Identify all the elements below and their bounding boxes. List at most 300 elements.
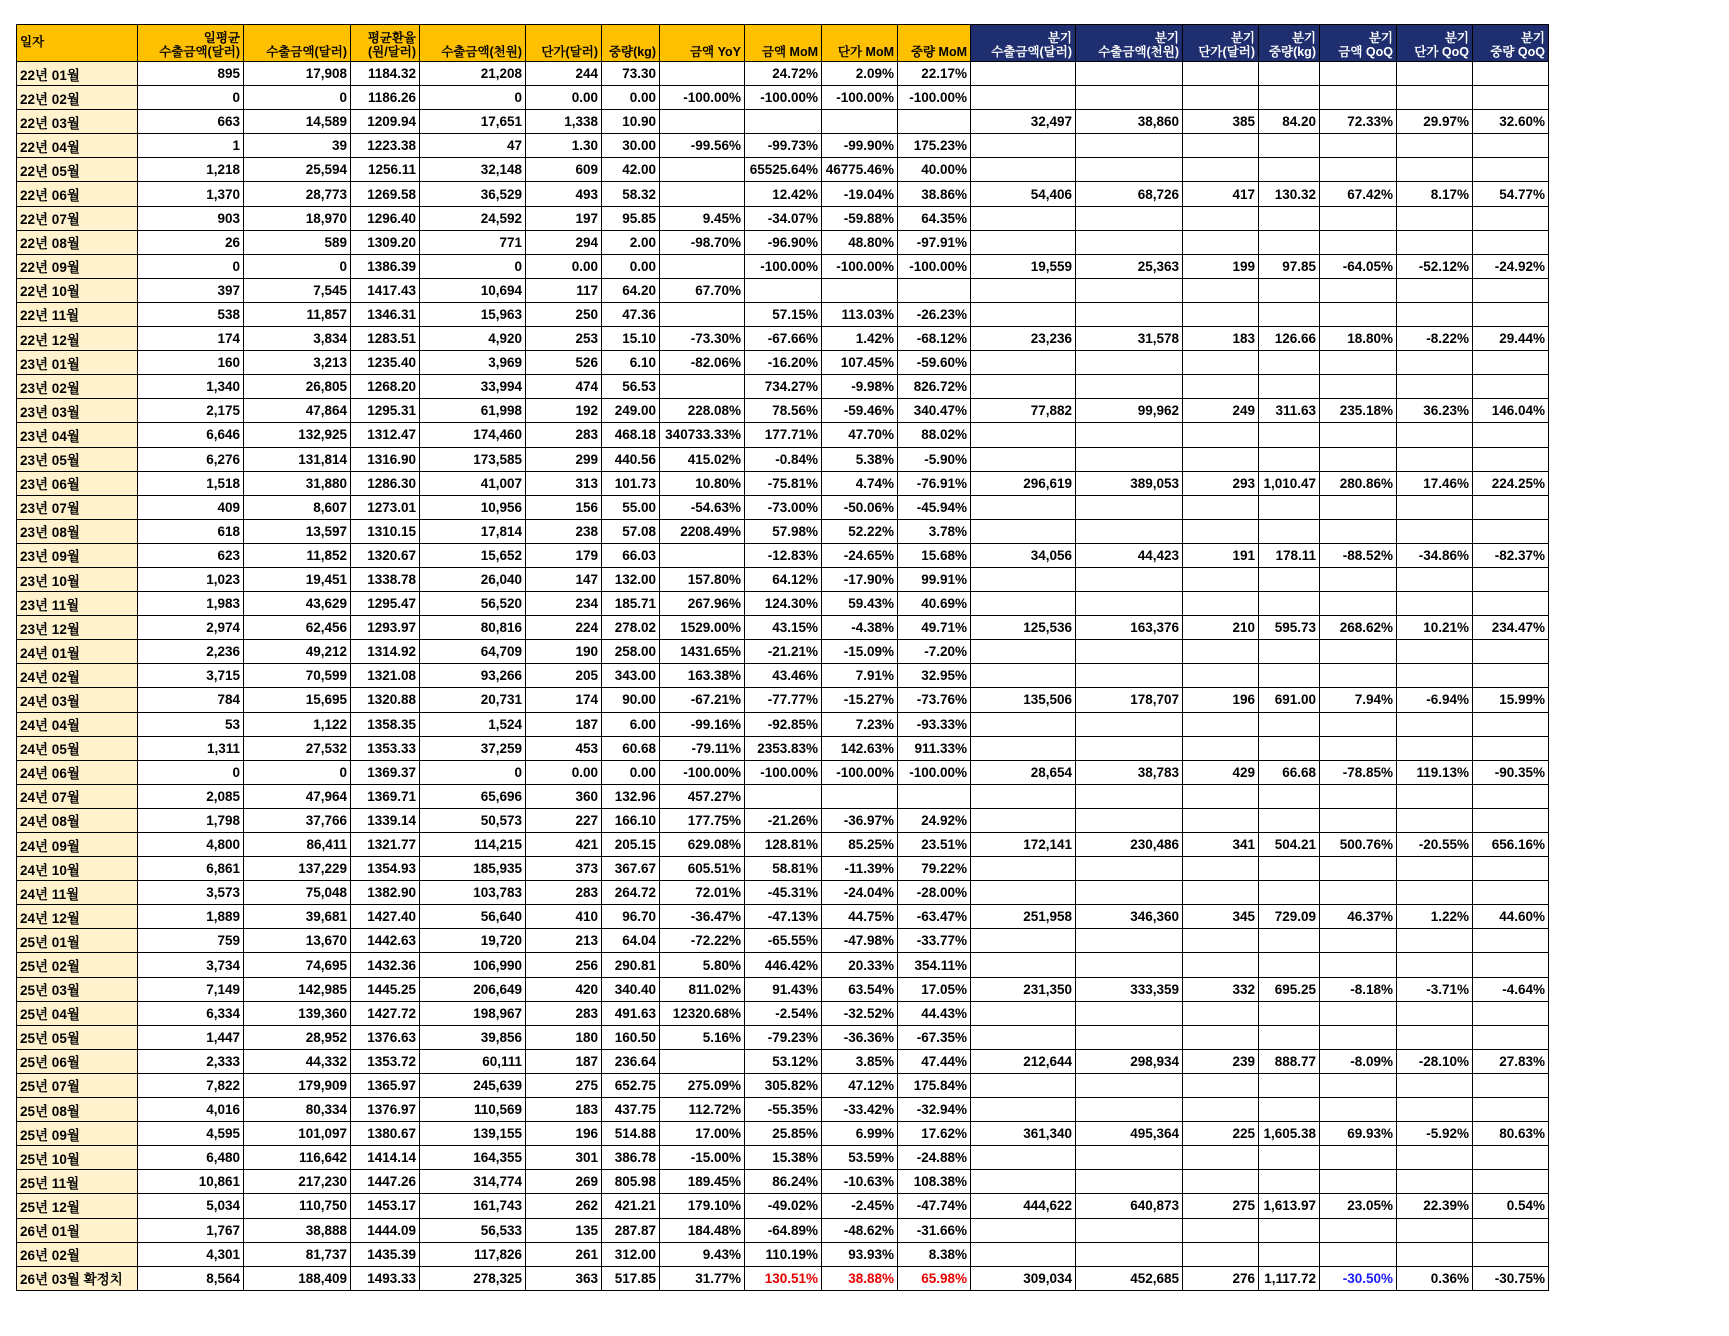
cell-q-price[interactable] bbox=[1183, 1025, 1259, 1049]
cell-q-amt-usd[interactable] bbox=[971, 423, 1076, 447]
cell-unit-price[interactable]: 269 bbox=[526, 1170, 602, 1194]
cell-daily-avg[interactable]: 4,301 bbox=[138, 1242, 244, 1266]
cell-q-price-qoq[interactable] bbox=[1397, 784, 1473, 808]
cell-price-mom[interactable]: 93.93% bbox=[822, 1242, 898, 1266]
cell-amt-usd[interactable]: 11,852 bbox=[244, 543, 351, 567]
cell-q-weight-qoq[interactable] bbox=[1473, 640, 1549, 664]
cell-amt-usd[interactable]: 25,594 bbox=[244, 158, 351, 182]
cell-q-weight[interactable]: 504.21 bbox=[1259, 833, 1320, 857]
cell-amt-usd[interactable]: 62,456 bbox=[244, 616, 351, 640]
cell-price-mom[interactable]: 2.09% bbox=[822, 62, 898, 86]
cell-daily-avg[interactable]: 623 bbox=[138, 543, 244, 567]
cell-amt-yoy[interactable]: -98.70% bbox=[660, 230, 745, 254]
cell-amt-krw[interactable]: 33,994 bbox=[420, 375, 526, 399]
cell-weight-mom[interactable]: -93.33% bbox=[898, 712, 971, 736]
cell-q-weight-qoq[interactable] bbox=[1473, 1001, 1549, 1025]
cell-amt-usd[interactable]: 1,122 bbox=[244, 712, 351, 736]
cell-price-mom[interactable]: -15.27% bbox=[822, 688, 898, 712]
row-date[interactable]: 24년 03월 bbox=[17, 688, 138, 712]
cell-q-weight[interactable] bbox=[1259, 1001, 1320, 1025]
cell-amt-krw[interactable]: 37,259 bbox=[420, 736, 526, 760]
cell-q-weight[interactable] bbox=[1259, 784, 1320, 808]
cell-amt-mom[interactable]: -2.54% bbox=[745, 1001, 822, 1025]
cell-q-amt-qoq[interactable]: -8.18% bbox=[1320, 977, 1397, 1001]
cell-q-amt-krw[interactable]: 495,364 bbox=[1076, 1122, 1183, 1146]
row-date[interactable]: 22년 02월 bbox=[17, 86, 138, 110]
cell-amt-krw[interactable]: 1,524 bbox=[420, 712, 526, 736]
cell-q-price-qoq[interactable]: -20.55% bbox=[1397, 833, 1473, 857]
cell-daily-avg[interactable]: 1,518 bbox=[138, 471, 244, 495]
cell-fx[interactable]: 1309.20 bbox=[351, 230, 420, 254]
cell-q-price-qoq[interactable] bbox=[1397, 1170, 1473, 1194]
cell-q-price-qoq[interactable] bbox=[1397, 423, 1473, 447]
row-date[interactable]: 25년 10월 bbox=[17, 1146, 138, 1170]
cell-amt-usd[interactable]: 3,213 bbox=[244, 351, 351, 375]
cell-q-amt-qoq[interactable]: -30.50% bbox=[1320, 1266, 1397, 1290]
cell-weight-mom[interactable]: 88.02% bbox=[898, 423, 971, 447]
cell-amt-krw[interactable]: 24,592 bbox=[420, 206, 526, 230]
cell-q-price-qoq[interactable]: 29.97% bbox=[1397, 110, 1473, 134]
cell-q-price[interactable] bbox=[1183, 1218, 1259, 1242]
cell-q-amt-usd[interactable] bbox=[971, 278, 1076, 302]
cell-q-weight-qoq[interactable]: 80.63% bbox=[1473, 1122, 1549, 1146]
cell-fx[interactable]: 1312.47 bbox=[351, 423, 420, 447]
cell-q-weight[interactable] bbox=[1259, 86, 1320, 110]
cell-fx[interactable]: 1339.14 bbox=[351, 808, 420, 832]
cell-amt-yoy[interactable]: 189.45% bbox=[660, 1170, 745, 1194]
cell-price-mom[interactable]: -48.62% bbox=[822, 1218, 898, 1242]
cell-amt-mom[interactable]: 15.38% bbox=[745, 1146, 822, 1170]
cell-weight[interactable]: 287.87 bbox=[602, 1218, 660, 1242]
cell-price-mom[interactable]: 44.75% bbox=[822, 905, 898, 929]
cell-amt-mom[interactable]: -75.81% bbox=[745, 471, 822, 495]
cell-amt-krw[interactable]: 50,573 bbox=[420, 808, 526, 832]
cell-q-price-qoq[interactable]: 10.21% bbox=[1397, 616, 1473, 640]
cell-q-amt-usd[interactable] bbox=[971, 302, 1076, 326]
cell-weight-mom[interactable]: 99.91% bbox=[898, 567, 971, 591]
cell-q-amt-usd[interactable]: 309,034 bbox=[971, 1266, 1076, 1290]
cell-weight-mom[interactable]: 911.33% bbox=[898, 736, 971, 760]
cell-q-price-qoq[interactable] bbox=[1397, 495, 1473, 519]
cell-price-mom[interactable]: 53.59% bbox=[822, 1146, 898, 1170]
cell-q-amt-krw[interactable]: 640,873 bbox=[1076, 1194, 1183, 1218]
cell-weight-mom[interactable]: 47.44% bbox=[898, 1049, 971, 1073]
cell-daily-avg[interactable]: 2,236 bbox=[138, 640, 244, 664]
cell-q-weight[interactable]: 695.25 bbox=[1259, 977, 1320, 1001]
cell-q-amt-usd[interactable] bbox=[971, 881, 1076, 905]
cell-price-mom[interactable]: -17.90% bbox=[822, 567, 898, 591]
cell-q-price-qoq[interactable] bbox=[1397, 1001, 1473, 1025]
cell-weight-mom[interactable]: -26.23% bbox=[898, 302, 971, 326]
cell-q-weight-qoq[interactable]: 224.25% bbox=[1473, 471, 1549, 495]
cell-weight-mom[interactable] bbox=[898, 278, 971, 302]
cell-q-price[interactable] bbox=[1183, 1073, 1259, 1097]
cell-q-price[interactable] bbox=[1183, 736, 1259, 760]
cell-price-mom[interactable]: 7.91% bbox=[822, 664, 898, 688]
row-date[interactable]: 22년 04월 bbox=[17, 134, 138, 158]
cell-q-weight-qoq[interactable] bbox=[1473, 736, 1549, 760]
cell-q-amt-usd[interactable] bbox=[971, 62, 1076, 86]
cell-q-amt-krw[interactable] bbox=[1076, 495, 1183, 519]
cell-weight[interactable]: 185.71 bbox=[602, 592, 660, 616]
cell-amt-usd[interactable]: 47,964 bbox=[244, 784, 351, 808]
cell-daily-avg[interactable]: 7,822 bbox=[138, 1073, 244, 1097]
cell-amt-yoy[interactable]: 72.01% bbox=[660, 881, 745, 905]
cell-unit-price[interactable]: 147 bbox=[526, 567, 602, 591]
cell-q-price[interactable] bbox=[1183, 592, 1259, 616]
cell-q-price[interactable] bbox=[1183, 953, 1259, 977]
cell-q-amt-krw[interactable] bbox=[1076, 1025, 1183, 1049]
cell-unit-price[interactable]: 262 bbox=[526, 1194, 602, 1218]
cell-q-price-qoq[interactable] bbox=[1397, 712, 1473, 736]
cell-amt-krw[interactable]: 0 bbox=[420, 254, 526, 278]
cell-amt-mom[interactable]: -64.89% bbox=[745, 1218, 822, 1242]
cell-q-amt-krw[interactable]: 38,860 bbox=[1076, 110, 1183, 134]
cell-q-weight[interactable] bbox=[1259, 1146, 1320, 1170]
cell-price-mom[interactable]: 38.88% bbox=[822, 1266, 898, 1290]
cell-daily-avg[interactable]: 784 bbox=[138, 688, 244, 712]
cell-q-price-qoq[interactable] bbox=[1397, 881, 1473, 905]
cell-unit-price[interactable]: 205 bbox=[526, 664, 602, 688]
cell-q-price[interactable]: 210 bbox=[1183, 616, 1259, 640]
cell-amt-mom[interactable]: -47.13% bbox=[745, 905, 822, 929]
row-date[interactable]: 24년 11월 bbox=[17, 881, 138, 905]
cell-weight[interactable]: 6.10 bbox=[602, 351, 660, 375]
cell-amt-mom[interactable]: -99.73% bbox=[745, 134, 822, 158]
cell-q-price[interactable] bbox=[1183, 62, 1259, 86]
cell-q-amt-qoq[interactable] bbox=[1320, 158, 1397, 182]
cell-unit-price[interactable]: 187 bbox=[526, 712, 602, 736]
cell-weight[interactable]: 805.98 bbox=[602, 1170, 660, 1194]
cell-q-amt-krw[interactable]: 333,359 bbox=[1076, 977, 1183, 1001]
cell-amt-yoy[interactable]: 5.16% bbox=[660, 1025, 745, 1049]
cell-amt-krw[interactable]: 245,639 bbox=[420, 1073, 526, 1097]
cell-amt-mom[interactable]: -92.85% bbox=[745, 712, 822, 736]
cell-weight-mom[interactable]: 40.69% bbox=[898, 592, 971, 616]
cell-weight[interactable]: 160.50 bbox=[602, 1025, 660, 1049]
cell-q-amt-usd[interactable]: 444,622 bbox=[971, 1194, 1076, 1218]
cell-fx[interactable]: 1444.09 bbox=[351, 1218, 420, 1242]
cell-q-amt-usd[interactable]: 34,056 bbox=[971, 543, 1076, 567]
cell-q-amt-qoq[interactable] bbox=[1320, 134, 1397, 158]
cell-fx[interactable]: 1382.90 bbox=[351, 881, 420, 905]
cell-unit-price[interactable]: 179 bbox=[526, 543, 602, 567]
cell-q-amt-qoq[interactable] bbox=[1320, 86, 1397, 110]
cell-amt-usd[interactable]: 81,737 bbox=[244, 1242, 351, 1266]
cell-q-price-qoq[interactable] bbox=[1397, 664, 1473, 688]
cell-q-amt-usd[interactable]: 361,340 bbox=[971, 1122, 1076, 1146]
row-date[interactable]: 26년 03월 확정치 bbox=[17, 1266, 138, 1290]
cell-q-price-qoq[interactable] bbox=[1397, 1073, 1473, 1097]
cell-q-weight-qoq[interactable]: -4.64% bbox=[1473, 977, 1549, 1001]
cell-amt-krw[interactable]: 106,990 bbox=[420, 953, 526, 977]
cell-amt-yoy[interactable] bbox=[660, 1049, 745, 1073]
cell-fx[interactable]: 1320.88 bbox=[351, 688, 420, 712]
cell-amt-mom[interactable]: -100.00% bbox=[745, 254, 822, 278]
cell-q-amt-krw[interactable] bbox=[1076, 736, 1183, 760]
cell-amt-yoy[interactable]: 17.00% bbox=[660, 1122, 745, 1146]
cell-price-mom[interactable]: 7.23% bbox=[822, 712, 898, 736]
cell-fx[interactable]: 1268.20 bbox=[351, 375, 420, 399]
cell-daily-avg[interactable]: 1 bbox=[138, 134, 244, 158]
cell-amt-krw[interactable]: 32,148 bbox=[420, 158, 526, 182]
cell-q-weight[interactable] bbox=[1259, 1218, 1320, 1242]
cell-q-amt-krw[interactable] bbox=[1076, 206, 1183, 230]
cell-q-weight[interactable] bbox=[1259, 495, 1320, 519]
cell-fx[interactable]: 1256.11 bbox=[351, 158, 420, 182]
cell-amt-yoy[interactable]: -100.00% bbox=[660, 760, 745, 784]
cell-q-amt-krw[interactable] bbox=[1076, 1073, 1183, 1097]
cell-q-amt-krw[interactable] bbox=[1076, 567, 1183, 591]
cell-weight[interactable]: 236.64 bbox=[602, 1049, 660, 1073]
cell-fx[interactable]: 1209.94 bbox=[351, 110, 420, 134]
cell-fx[interactable]: 1369.71 bbox=[351, 784, 420, 808]
cell-price-mom[interactable]: 63.54% bbox=[822, 977, 898, 1001]
row-date[interactable]: 22년 08월 bbox=[17, 230, 138, 254]
cell-q-amt-krw[interactable] bbox=[1076, 1146, 1183, 1170]
cell-weight-mom[interactable]: 49.71% bbox=[898, 616, 971, 640]
cell-q-price-qoq[interactable] bbox=[1397, 519, 1473, 543]
row-date[interactable]: 25년 01월 bbox=[17, 929, 138, 953]
cell-q-weight[interactable] bbox=[1259, 1025, 1320, 1049]
cell-weight[interactable]: 468.18 bbox=[602, 423, 660, 447]
cell-unit-price[interactable]: 294 bbox=[526, 230, 602, 254]
cell-q-weight[interactable]: 84.20 bbox=[1259, 110, 1320, 134]
cell-q-price-qoq[interactable]: 22.39% bbox=[1397, 1194, 1473, 1218]
row-date[interactable]: 24년 05월 bbox=[17, 736, 138, 760]
cell-daily-avg[interactable]: 3,715 bbox=[138, 664, 244, 688]
cell-q-amt-qoq[interactable]: 268.62% bbox=[1320, 616, 1397, 640]
cell-q-price-qoq[interactable] bbox=[1397, 857, 1473, 881]
cell-unit-price[interactable]: 192 bbox=[526, 399, 602, 423]
cell-weight-mom[interactable]: -76.91% bbox=[898, 471, 971, 495]
cell-q-weight[interactable] bbox=[1259, 1073, 1320, 1097]
cell-q-weight-qoq[interactable] bbox=[1473, 567, 1549, 591]
cell-amt-usd[interactable]: 47,864 bbox=[244, 399, 351, 423]
cell-q-price[interactable] bbox=[1183, 712, 1259, 736]
cell-q-weight[interactable]: 1,010.47 bbox=[1259, 471, 1320, 495]
cell-q-weight[interactable] bbox=[1259, 206, 1320, 230]
cell-q-price-qoq[interactable]: 1.22% bbox=[1397, 905, 1473, 929]
row-date[interactable]: 23년 05월 bbox=[17, 447, 138, 471]
cell-q-price[interactable] bbox=[1183, 1170, 1259, 1194]
cell-q-price[interactable] bbox=[1183, 519, 1259, 543]
cell-amt-yoy[interactable]: 275.09% bbox=[660, 1073, 745, 1097]
cell-weight-mom[interactable]: 8.38% bbox=[898, 1242, 971, 1266]
cell-unit-price[interactable]: 213 bbox=[526, 929, 602, 953]
cell-daily-avg[interactable]: 6,480 bbox=[138, 1146, 244, 1170]
cell-q-amt-qoq[interactable] bbox=[1320, 929, 1397, 953]
cell-weight-mom[interactable]: -7.20% bbox=[898, 640, 971, 664]
cell-daily-avg[interactable]: 2,974 bbox=[138, 616, 244, 640]
cell-amt-usd[interactable]: 131,814 bbox=[244, 447, 351, 471]
cell-weight-mom[interactable]: -31.66% bbox=[898, 1218, 971, 1242]
cell-unit-price[interactable]: 301 bbox=[526, 1146, 602, 1170]
cell-amt-mom[interactable]: -65.55% bbox=[745, 929, 822, 953]
cell-weight-mom[interactable]: 340.47% bbox=[898, 399, 971, 423]
cell-amt-krw[interactable]: 771 bbox=[420, 230, 526, 254]
cell-amt-mom[interactable]: -79.23% bbox=[745, 1025, 822, 1049]
cell-amt-yoy[interactable]: 31.77% bbox=[660, 1266, 745, 1290]
cell-amt-mom[interactable]: -67.66% bbox=[745, 327, 822, 351]
cell-daily-avg[interactable]: 6,646 bbox=[138, 423, 244, 447]
row-date[interactable]: 23년 02월 bbox=[17, 375, 138, 399]
cell-amt-mom[interactable]: 57.15% bbox=[745, 302, 822, 326]
cell-q-amt-krw[interactable] bbox=[1076, 1242, 1183, 1266]
cell-q-weight-qoq[interactable] bbox=[1473, 1146, 1549, 1170]
cell-amt-usd[interactable]: 86,411 bbox=[244, 833, 351, 857]
cell-q-price-qoq[interactable]: -28.10% bbox=[1397, 1049, 1473, 1073]
cell-q-weight[interactable] bbox=[1259, 423, 1320, 447]
cell-q-amt-usd[interactable]: 32,497 bbox=[971, 110, 1076, 134]
cell-amt-usd[interactable]: 11,857 bbox=[244, 302, 351, 326]
cell-q-weight[interactable] bbox=[1259, 62, 1320, 86]
cell-fx[interactable]: 1445.25 bbox=[351, 977, 420, 1001]
cell-q-amt-usd[interactable] bbox=[971, 736, 1076, 760]
cell-weight[interactable]: 47.36 bbox=[602, 302, 660, 326]
cell-amt-krw[interactable]: 161,743 bbox=[420, 1194, 526, 1218]
cell-price-mom[interactable]: 5.38% bbox=[822, 447, 898, 471]
cell-daily-avg[interactable]: 4,016 bbox=[138, 1098, 244, 1122]
cell-amt-yoy[interactable]: -99.16% bbox=[660, 712, 745, 736]
cell-unit-price[interactable]: 421 bbox=[526, 833, 602, 857]
cell-q-price-qoq[interactable] bbox=[1397, 230, 1473, 254]
cell-q-price-qoq[interactable] bbox=[1397, 375, 1473, 399]
cell-amt-yoy[interactable]: 2208.49% bbox=[660, 519, 745, 543]
cell-amt-krw[interactable]: 65,696 bbox=[420, 784, 526, 808]
cell-q-amt-qoq[interactable]: 280.86% bbox=[1320, 471, 1397, 495]
cell-amt-usd[interactable]: 39 bbox=[244, 134, 351, 158]
cell-unit-price[interactable]: 609 bbox=[526, 158, 602, 182]
cell-weight-mom[interactable]: -73.76% bbox=[898, 688, 971, 712]
row-date[interactable]: 25년 12월 bbox=[17, 1194, 138, 1218]
cell-amt-usd[interactable]: 31,880 bbox=[244, 471, 351, 495]
cell-daily-avg[interactable]: 7,149 bbox=[138, 977, 244, 1001]
cell-amt-mom[interactable]: -100.00% bbox=[745, 760, 822, 784]
cell-weight-mom[interactable] bbox=[898, 784, 971, 808]
cell-price-mom[interactable]: -10.63% bbox=[822, 1170, 898, 1194]
cell-unit-price[interactable]: 283 bbox=[526, 423, 602, 447]
cell-q-amt-usd[interactable] bbox=[971, 784, 1076, 808]
cell-amt-yoy[interactable]: 415.02% bbox=[660, 447, 745, 471]
cell-q-weight[interactable] bbox=[1259, 1098, 1320, 1122]
cell-amt-usd[interactable]: 74,695 bbox=[244, 953, 351, 977]
cell-q-amt-usd[interactable]: 54,406 bbox=[971, 182, 1076, 206]
cell-amt-yoy[interactable]: -82.06% bbox=[660, 351, 745, 375]
cell-q-weight[interactable]: 595.73 bbox=[1259, 616, 1320, 640]
cell-q-amt-qoq[interactable]: 7.94% bbox=[1320, 688, 1397, 712]
cell-fx[interactable]: 1286.30 bbox=[351, 471, 420, 495]
cell-q-price[interactable] bbox=[1183, 134, 1259, 158]
cell-weight-mom[interactable]: 17.05% bbox=[898, 977, 971, 1001]
cell-q-amt-krw[interactable] bbox=[1076, 953, 1183, 977]
cell-weight-mom[interactable]: 44.43% bbox=[898, 1001, 971, 1025]
cell-amt-usd[interactable]: 0 bbox=[244, 86, 351, 110]
cell-amt-yoy[interactable]: 10.80% bbox=[660, 471, 745, 495]
cell-q-weight[interactable]: 130.32 bbox=[1259, 182, 1320, 206]
cell-q-price[interactable] bbox=[1183, 929, 1259, 953]
cell-amt-mom[interactable]: -100.00% bbox=[745, 86, 822, 110]
cell-unit-price[interactable]: 256 bbox=[526, 953, 602, 977]
cell-q-price-qoq[interactable] bbox=[1397, 592, 1473, 616]
cell-fx[interactable]: 1321.77 bbox=[351, 833, 420, 857]
row-date[interactable]: 23년 09월 bbox=[17, 543, 138, 567]
cell-fx[interactable]: 1320.67 bbox=[351, 543, 420, 567]
cell-q-price[interactable]: 225 bbox=[1183, 1122, 1259, 1146]
cell-q-price-qoq[interactable]: 8.17% bbox=[1397, 182, 1473, 206]
cell-daily-avg[interactable]: 1,889 bbox=[138, 905, 244, 929]
cell-amt-yoy[interactable]: 605.51% bbox=[660, 857, 745, 881]
cell-q-amt-usd[interactable] bbox=[971, 519, 1076, 543]
cell-q-amt-qoq[interactable] bbox=[1320, 519, 1397, 543]
cell-weight[interactable]: 6.00 bbox=[602, 712, 660, 736]
row-date[interactable]: 25년 04월 bbox=[17, 1001, 138, 1025]
cell-amt-krw[interactable]: 10,956 bbox=[420, 495, 526, 519]
cell-q-weight-qoq[interactable] bbox=[1473, 302, 1549, 326]
cell-q-price[interactable]: 239 bbox=[1183, 1049, 1259, 1073]
cell-q-amt-krw[interactable] bbox=[1076, 1098, 1183, 1122]
cell-price-mom[interactable] bbox=[822, 784, 898, 808]
cell-amt-yoy[interactable]: -36.47% bbox=[660, 905, 745, 929]
cell-q-amt-qoq[interactable] bbox=[1320, 592, 1397, 616]
cell-q-amt-krw[interactable]: 230,486 bbox=[1076, 833, 1183, 857]
cell-q-amt-qoq[interactable] bbox=[1320, 447, 1397, 471]
cell-amt-krw[interactable]: 56,640 bbox=[420, 905, 526, 929]
cell-q-weight[interactable] bbox=[1259, 519, 1320, 543]
cell-q-weight-qoq[interactable] bbox=[1473, 953, 1549, 977]
cell-q-amt-krw[interactable] bbox=[1076, 134, 1183, 158]
cell-weight-mom[interactable]: 175.84% bbox=[898, 1073, 971, 1097]
cell-weight[interactable]: 0.00 bbox=[602, 86, 660, 110]
cell-daily-avg[interactable]: 1,340 bbox=[138, 375, 244, 399]
cell-amt-usd[interactable]: 188,409 bbox=[244, 1266, 351, 1290]
cell-q-amt-usd[interactable] bbox=[971, 712, 1076, 736]
cell-weight[interactable]: 0.00 bbox=[602, 254, 660, 278]
cell-q-price[interactable] bbox=[1183, 1001, 1259, 1025]
cell-q-price[interactable]: 199 bbox=[1183, 254, 1259, 278]
cell-amt-mom[interactable]: 110.19% bbox=[745, 1242, 822, 1266]
cell-amt-usd[interactable]: 13,670 bbox=[244, 929, 351, 953]
cell-daily-avg[interactable]: 618 bbox=[138, 519, 244, 543]
cell-unit-price[interactable]: 1.30 bbox=[526, 134, 602, 158]
cell-amt-krw[interactable]: 36,529 bbox=[420, 182, 526, 206]
cell-amt-usd[interactable]: 80,334 bbox=[244, 1098, 351, 1122]
cell-amt-usd[interactable]: 37,766 bbox=[244, 808, 351, 832]
cell-q-price[interactable]: 276 bbox=[1183, 1266, 1259, 1290]
cell-unit-price[interactable]: 474 bbox=[526, 375, 602, 399]
cell-weight[interactable]: 386.78 bbox=[602, 1146, 660, 1170]
cell-weight-mom[interactable]: -59.60% bbox=[898, 351, 971, 375]
cell-unit-price[interactable]: 183 bbox=[526, 1098, 602, 1122]
row-date[interactable]: 26년 01월 bbox=[17, 1218, 138, 1242]
cell-weight[interactable]: 57.08 bbox=[602, 519, 660, 543]
cell-weight[interactable]: 42.00 bbox=[602, 158, 660, 182]
cell-amt-yoy[interactable] bbox=[660, 254, 745, 278]
cell-amt-yoy[interactable]: -72.22% bbox=[660, 929, 745, 953]
cell-q-amt-krw[interactable] bbox=[1076, 351, 1183, 375]
cell-amt-yoy[interactable]: 184.48% bbox=[660, 1218, 745, 1242]
cell-weight-mom[interactable]: -97.91% bbox=[898, 230, 971, 254]
cell-fx[interactable]: 1314.92 bbox=[351, 640, 420, 664]
cell-q-price-qoq[interactable] bbox=[1397, 206, 1473, 230]
cell-amt-mom[interactable]: -55.35% bbox=[745, 1098, 822, 1122]
cell-amt-usd[interactable]: 43,629 bbox=[244, 592, 351, 616]
cell-fx[interactable]: 1432.36 bbox=[351, 953, 420, 977]
cell-q-amt-qoq[interactable] bbox=[1320, 784, 1397, 808]
cell-q-amt-usd[interactable]: 125,536 bbox=[971, 616, 1076, 640]
cell-amt-mom[interactable]: 65525.64% bbox=[745, 158, 822, 182]
cell-amt-krw[interactable]: 60,111 bbox=[420, 1049, 526, 1073]
